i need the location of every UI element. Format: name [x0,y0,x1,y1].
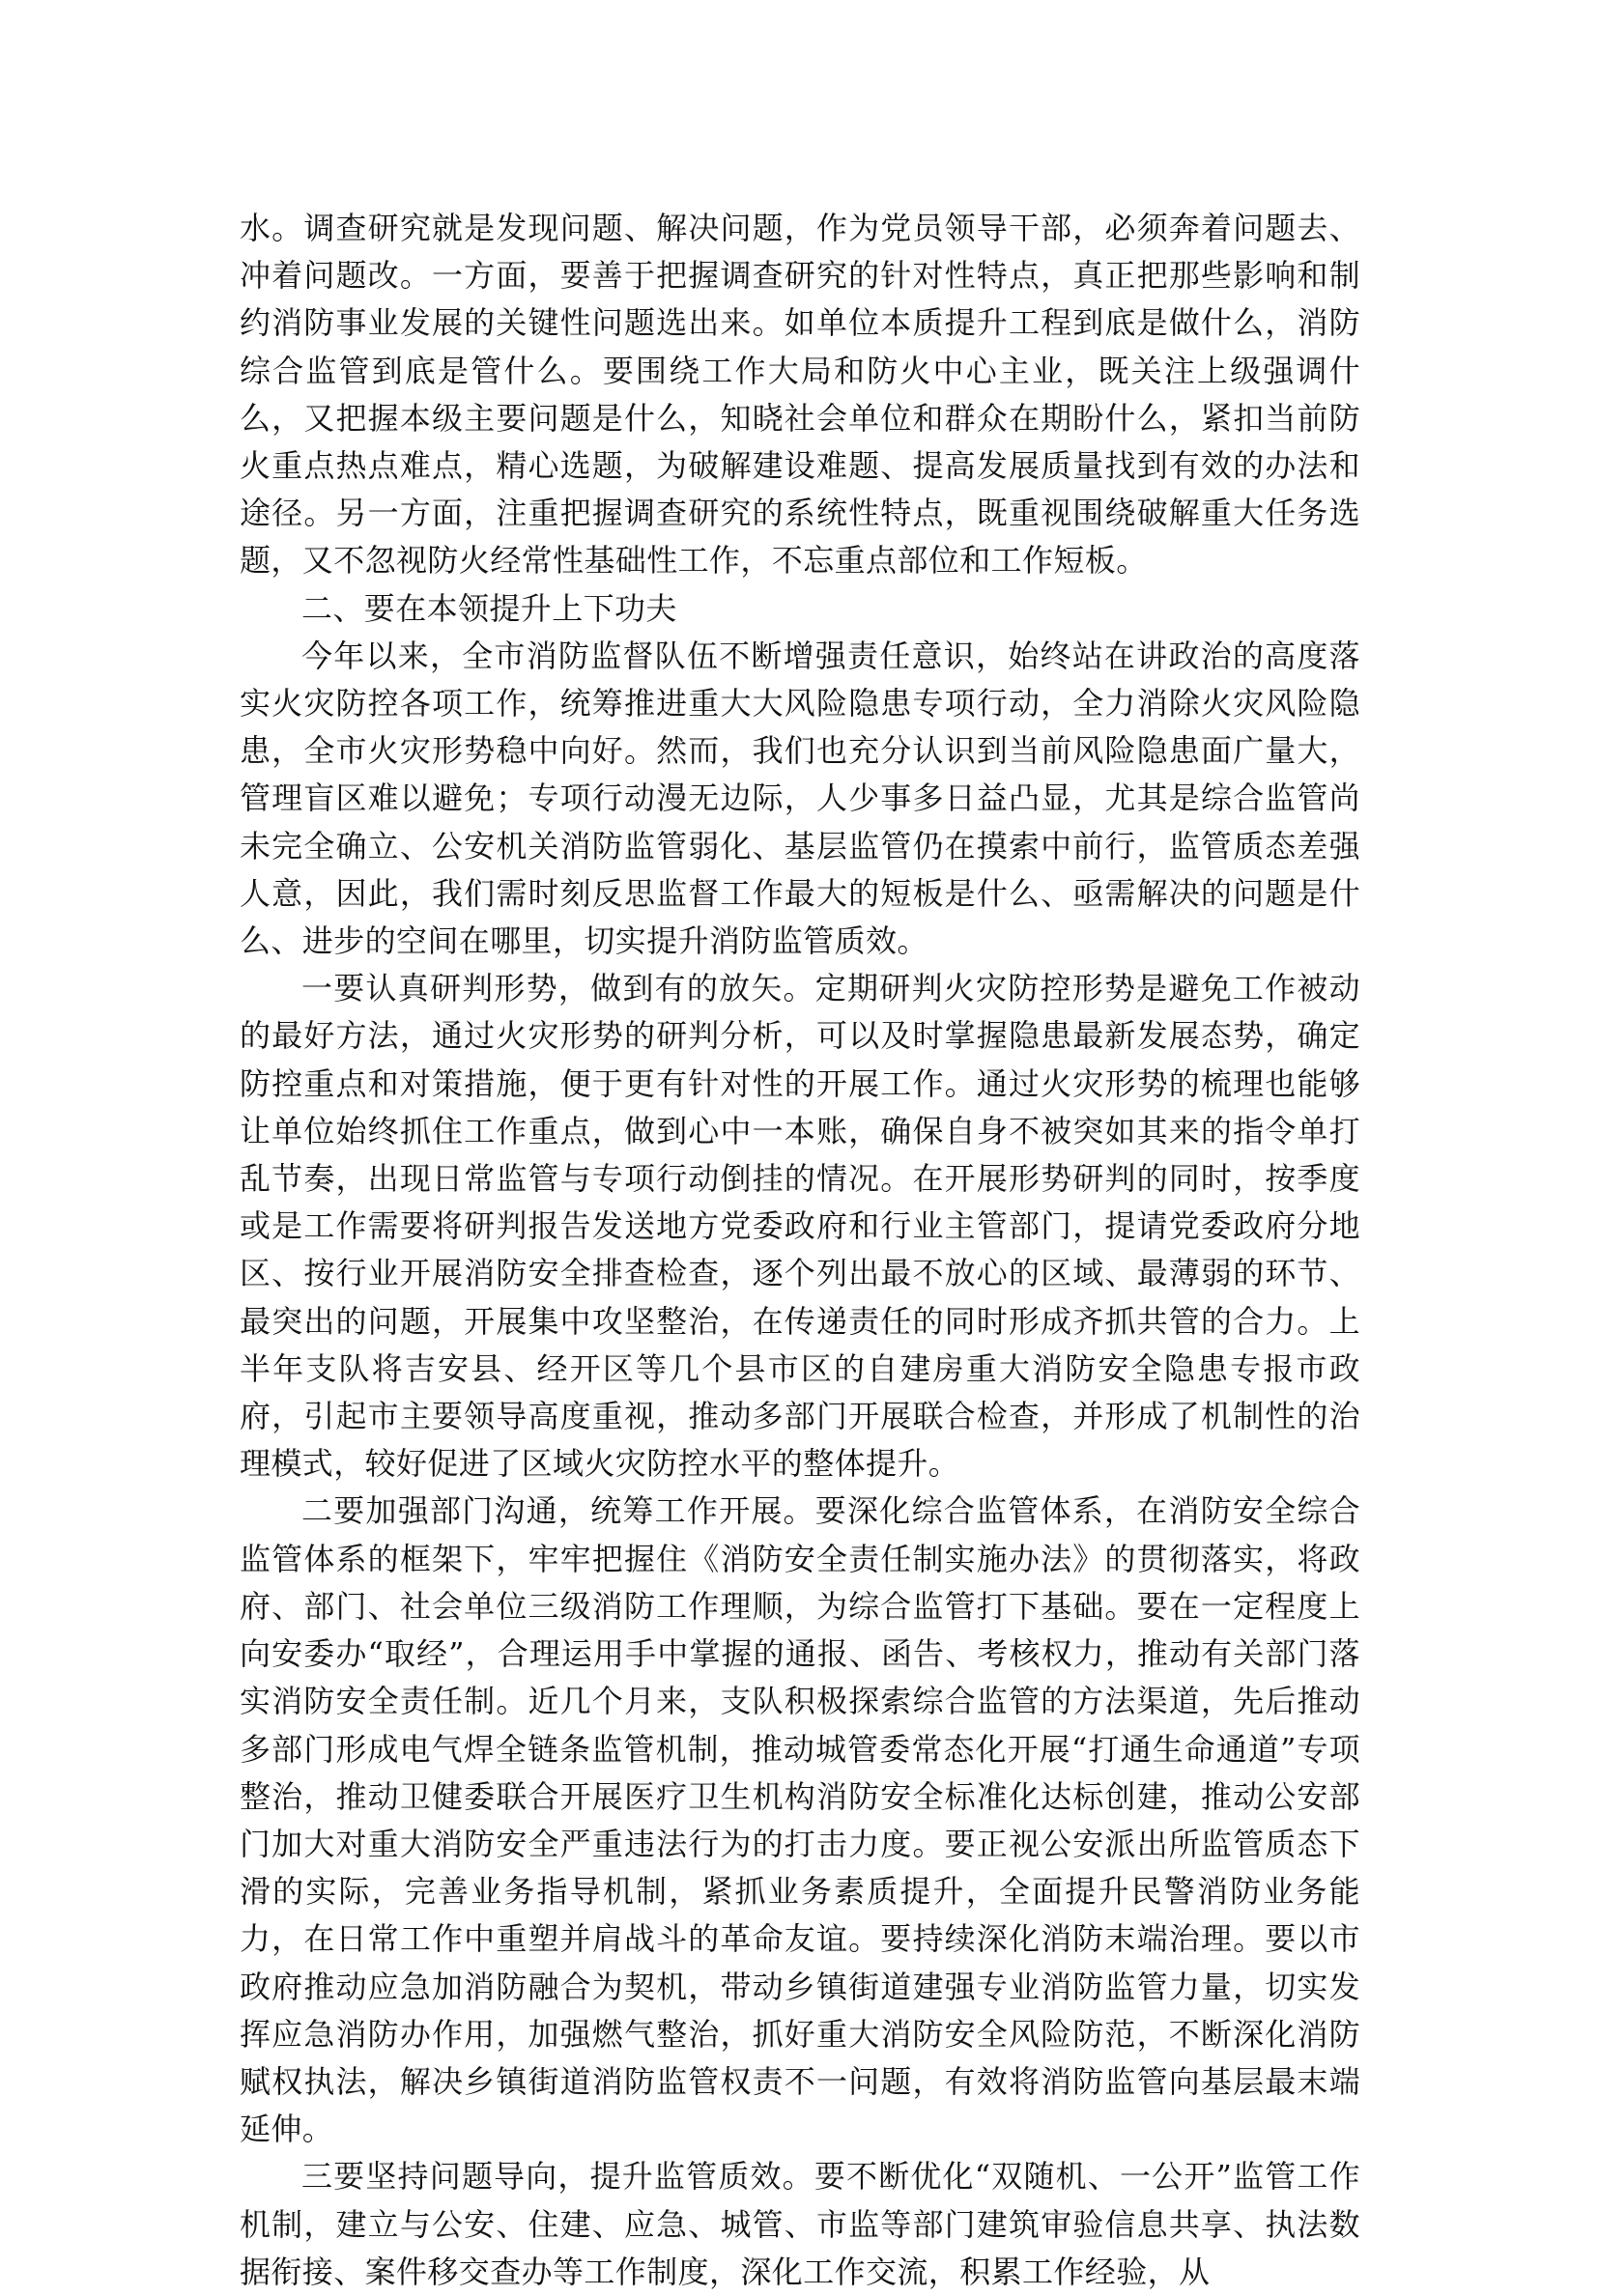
document-page [240,205,1360,2296]
paragraph-point-three-problem-orientation: 三要坚持问题导向，提升监管质效。要不断优化“双随机、一公开”监管工作机制，建立与公安、住建、应急、城管、市监等部门建筑审验信息共享、执法数据衔接、案件移交查办等工作制度，深化工作交流，积累工作经验，从 [240,2158,1360,2290]
paragraph-intro-continued: 水。调查研究就是发现问题、解决问题，作为党员领导干部，必须奔着问题去、冲着问题改。一方面，要善于把握调查研究的针对性特点，真正把那些影响和制约消防事业发展的关键性问题选出来。如单位本质提升工程到底是做什么，消防综合监管到底是管什么。要围绕工作大局和防火中心主业，既关注上级强调什么，又把握本级主要问题是什么，知晓社会单位和群众在期盼什么，紧扣当前防火重点热点难点，精心选题，为破解建设难题、提高发展质量找到有效的办法和途径。另一方面，注重把握调查研究的系统性特点，既重视围绕破解重大任务选题，又不忽视防火经常性基础性工作，不忘重点部位和工作短板。 [240,210,1360,580]
paragraph-point-one-situation-analysis: 一要认真研判形势，做到有的放矢。定期研判火灾防控形势是避免工作被动的最好方法，通过火灾形势的研判分析，可以及时掌握隐患最新发展态势，确定防控重点和对策措施，便于更有针对性的开展工作。通过火灾形势的梳理也能够让单位始终抓住工作重点，做到心中一本账，确保自身不被突如其来的指令单打乱节奏，出现日常监管与专项行动倒挂的情况。在开展形势研判的同时，按季度或是工作需要将研判报告发送地方党委政府和行业主管部门，提请党委政府分地区、按行业开展消防安全排查检查，逐个列出最不放心的区域、最薄弱的环节、最突出的问题，开展集中攻坚整治，在传递责任的同时形成齐抓共管的合力。上半年支队将吉安县、经开区等几个县市区的自建房重大消防安全隐患专报市政府，引起市主要领导高度重视，推动多部门开展联合检查，并形成了机制性的治理模式，较好促进了区域火灾防控水平的整体提升。 [240,970,1360,1483]
paragraph-point-two-department-coordination: 二要加强部门沟通，统筹工作开展。要深化综合监管体系，在消防安全综合监管体系的框架下，牢牢把握住《消防安全责任制实施办法》的贯彻落实，将政府、部门、社会单位三级消防工作理顺，为综合监管打下基础。要在一定程度上向安委办“取经”，合理运用手中掌握的通报、函告、考核权力，推动有关部门落实消防安全责任制。近几个月来，支队积极探索综合监管的方法渠道，先后推动多部门形成电气焊全链条监管机制，推动城管委常态化开展“打通生命通道”专项整治，推动卫健委联合开展医疗卫生机构消防安全标准化达标创建，推动公安部门加大对重大消防安全严重违法行为的打击力度。要正视公安派出所监管质态下滑的实际，完善业务指导机制，紧抓业务素质提升，全面提升民警消防业务能力，在日常工作中重塑并肩战斗的革命友谊。要持续深化消防末端治理。要以市政府推动应急加消防融合为契机，带动乡镇街道建强专业消防监管力量，切实发挥应急消防办作用，加强燃气整治，抓好重大消防安全风险防范，不断深化消防赋权执法，解决乡镇街道消防监管权责不一问题，有效将消防监管向基层最末端延伸。 [240,1492,1360,2148]
section-heading-skill-improvement: 二、要在本领提升上下功夫 [301,589,677,627]
paragraph-current-situation: 今年以来，全市消防监督队伍不断增强责任意识，始终站在讲政治的高度落实火灾防控各项工作，统筹推进重大大风险隐患专项行动，全力消除火灾风险隐患，全市火灾形势稳中向好。然而，我们也充分认识到当前风险隐患面广量大，管理盲区难以避免；专项行动漫无边际，人少事多日益凸显，尤其是综合监管尚未完全确立、公安机关消防监管弱化、基层监管仍在摸索中前行，监管质态差强人意，因此，我们需时刻反思监督工作最大的短板是什么、亟需解决的问题是什么、进步的空间在哪里，切实提升消防监管质效。 [240,637,1360,960]
